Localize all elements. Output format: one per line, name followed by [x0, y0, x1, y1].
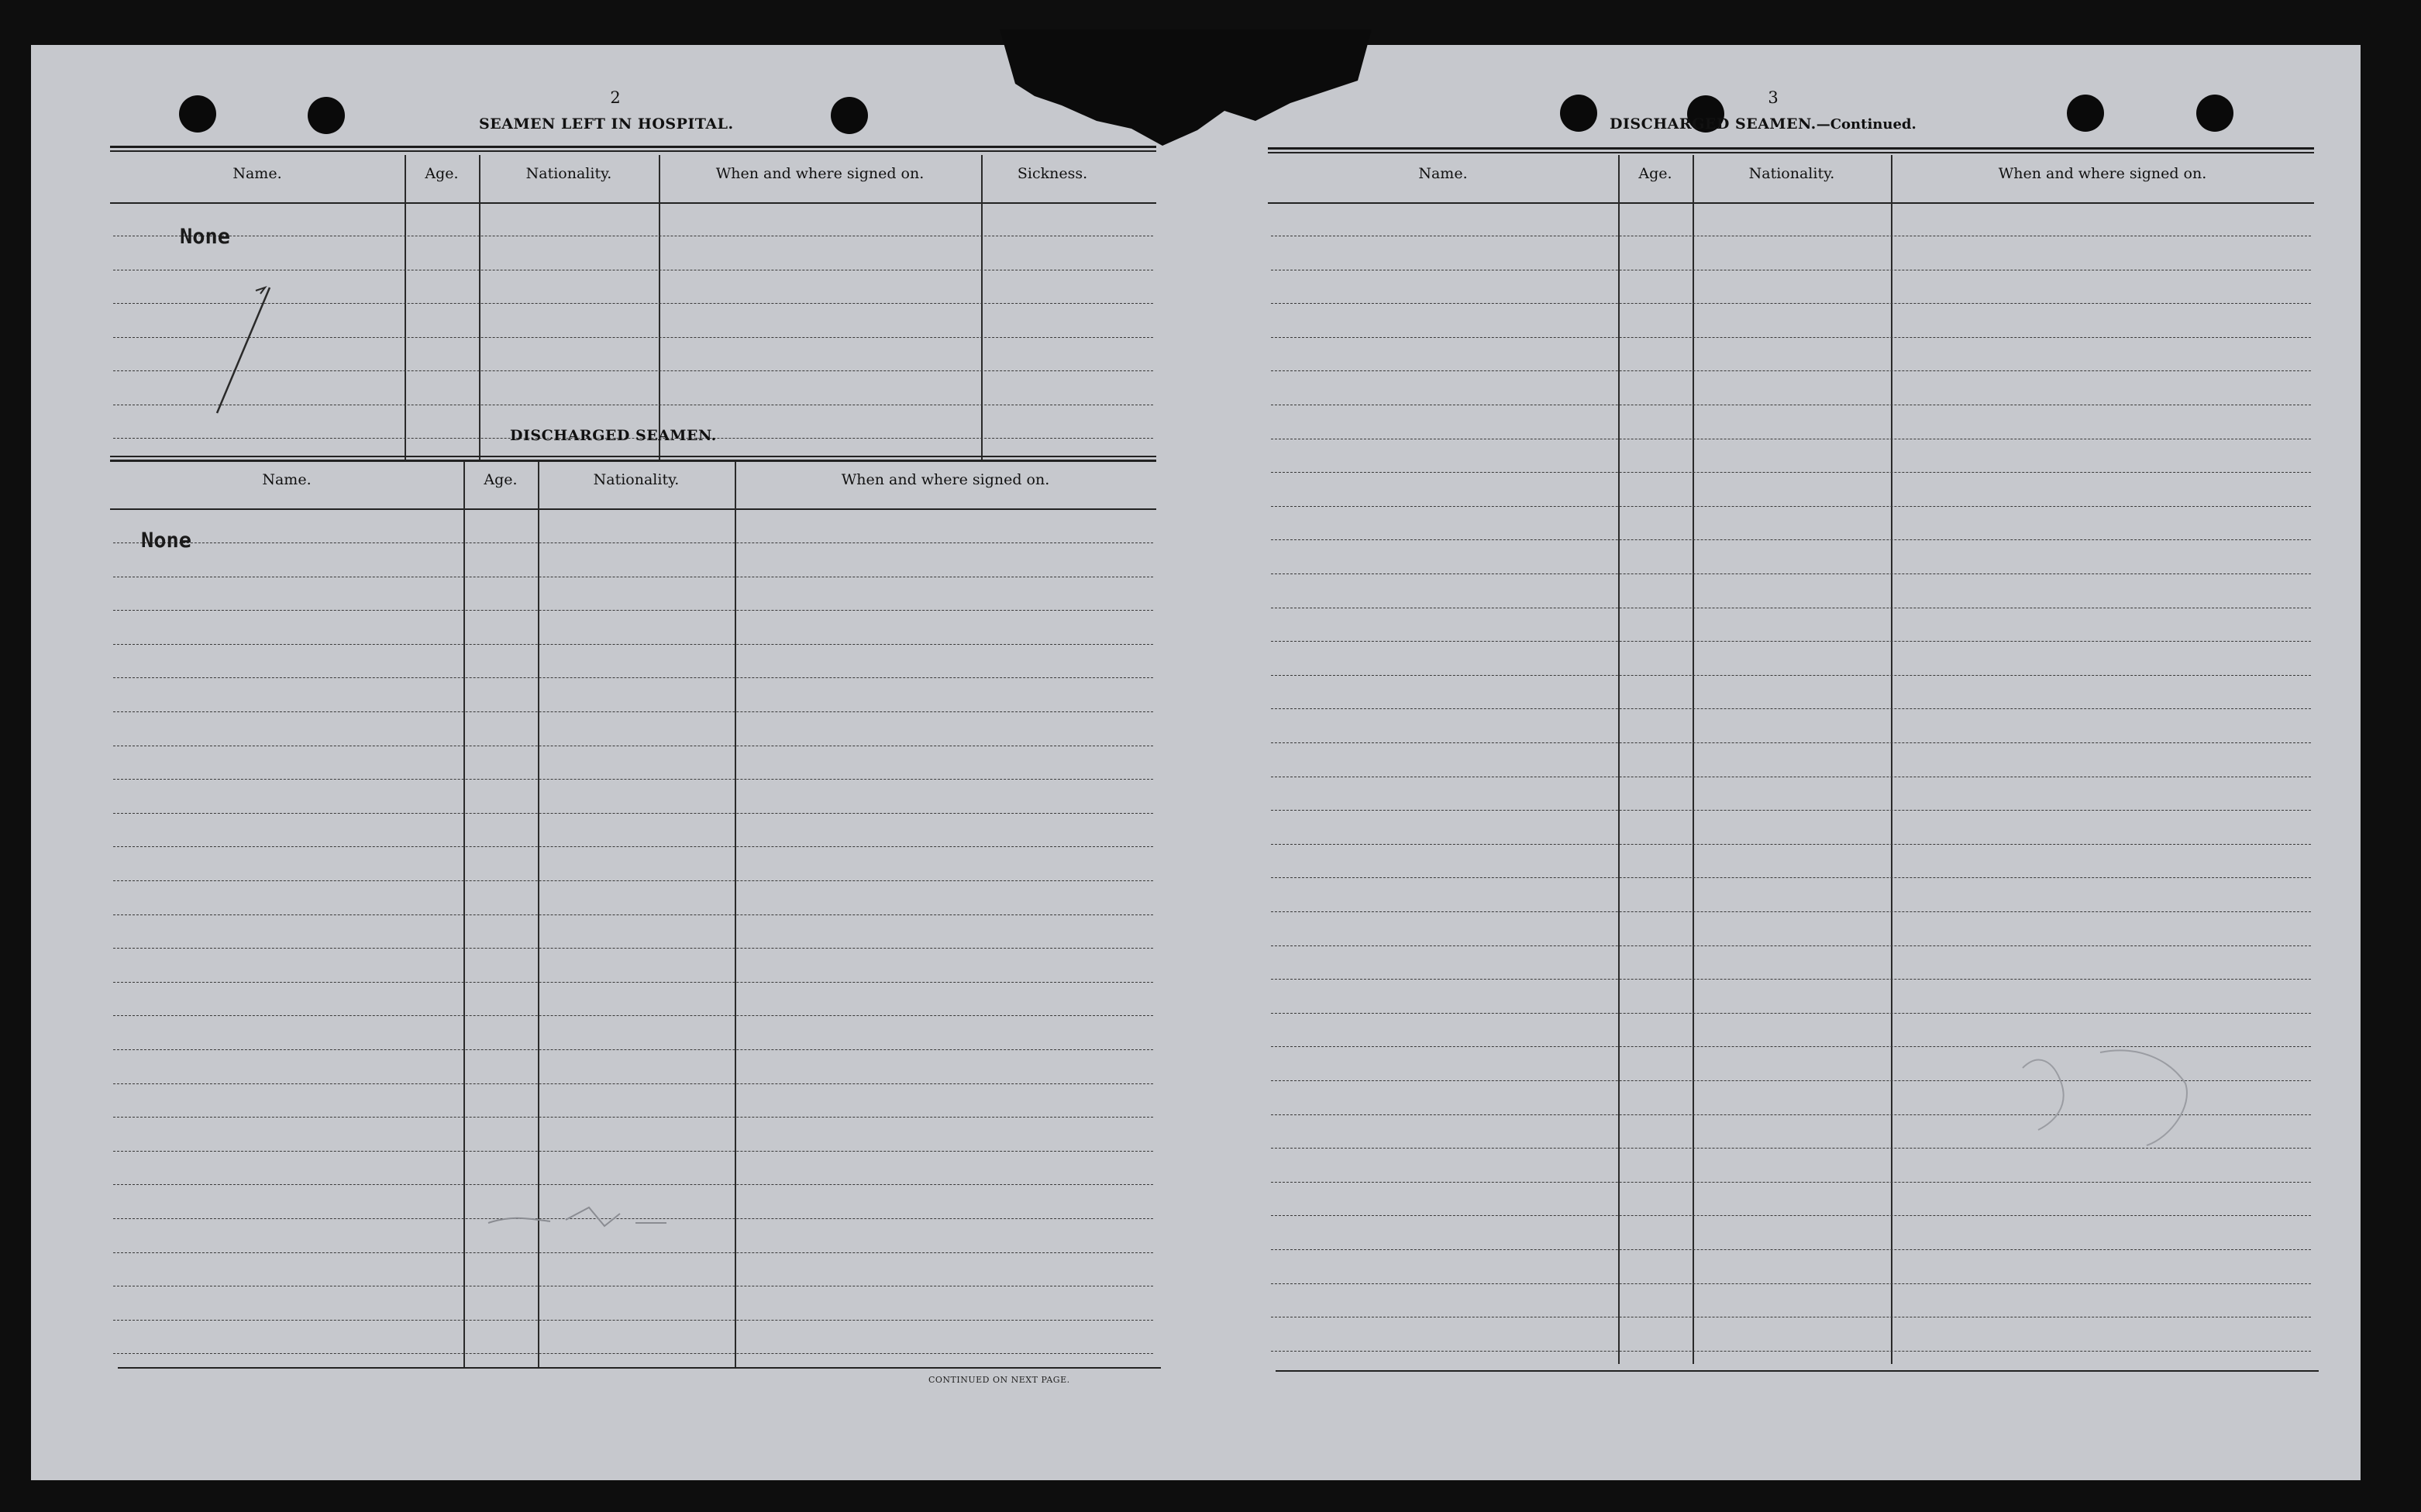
column-divider	[735, 462, 736, 1369]
binder-hole	[831, 97, 868, 134]
column-divider	[479, 155, 480, 460]
column-header-signed-on: When and where signed on.	[1998, 165, 2207, 182]
ruled-line	[1271, 675, 2311, 676]
column-header-name: Name.	[232, 165, 282, 182]
faint-stamp-mark	[480, 1192, 728, 1246]
column-header-name: Name.	[262, 471, 312, 488]
ruled-line	[113, 1117, 1153, 1118]
column-header-signed-on: When and where signed on.	[841, 471, 1050, 488]
heading-continued: —Continued.	[1816, 116, 1916, 133]
ruled-line	[113, 1015, 1153, 1016]
section-divider	[110, 460, 1156, 461]
binder-hole	[179, 95, 216, 133]
hospital-section-heading: SEAMEN LEFT IN HOSPITAL.	[479, 115, 734, 133]
ruled-line	[113, 914, 1153, 915]
ruled-line	[1271, 1182, 2311, 1183]
ruled-line	[1271, 742, 2311, 743]
header-underline	[110, 508, 1156, 510]
ruled-line	[113, 1184, 1153, 1185]
pencil-mark	[209, 281, 279, 421]
ruled-line	[113, 880, 1153, 881]
faint-stamp-mark	[1906, 1021, 2232, 1176]
table-top-rule	[110, 146, 1156, 148]
ruled-line	[1271, 573, 2311, 574]
ruled-line	[113, 711, 1153, 712]
discharged-section-heading: DISCHARGED SEAMEN.	[510, 427, 717, 444]
column-divider	[981, 155, 983, 460]
ruled-line	[113, 1049, 1153, 1050]
page-number-left: 2	[610, 88, 621, 107]
binder-hole	[1560, 95, 1597, 132]
ruled-line	[1271, 1013, 2311, 1014]
ruled-line	[113, 610, 1153, 611]
form-sheet	[31, 45, 2361, 1480]
torn-paper-area	[1000, 29, 1372, 177]
binder-hole	[308, 97, 345, 134]
column-header-age: Age.	[1638, 165, 1672, 182]
ruled-line	[113, 1083, 1153, 1084]
page-number-right: 3	[1768, 88, 1779, 107]
ruled-line	[1271, 979, 2311, 980]
column-header-age: Age.	[484, 471, 518, 488]
ruled-line	[113, 846, 1153, 847]
ruled-line	[1271, 1351, 2311, 1352]
column-header-name: Name.	[1418, 165, 1468, 182]
continued-section-heading	[1610, 115, 1916, 133]
column-header-sickness: Sickness.	[1017, 165, 1088, 182]
header-underline	[110, 202, 1156, 204]
ruled-line	[113, 1320, 1153, 1321]
ruled-line	[113, 1353, 1153, 1354]
ruled-line	[113, 1252, 1153, 1253]
table-bottom-rule	[1276, 1370, 2319, 1372]
table-bottom-rule	[118, 1367, 1161, 1369]
heading-main: DISCHARGED SEAMEN.	[1610, 115, 1817, 133]
ruled-line	[113, 948, 1153, 949]
column-header-nationality: Nationality.	[525, 165, 612, 182]
column-header-age: Age.	[425, 165, 459, 182]
ruled-line	[1271, 844, 2311, 845]
ruled-line	[1271, 641, 2311, 642]
table-top-rule	[110, 150, 1156, 152]
ruled-line	[113, 542, 1153, 543]
column-header-signed-on: When and where signed on.	[715, 165, 925, 182]
binder-hole	[2196, 95, 2233, 132]
column-divider	[463, 462, 465, 1369]
ruled-line	[113, 813, 1153, 814]
ruled-line	[1271, 539, 2311, 540]
header-underline	[1268, 202, 2314, 204]
hospital-entry-none: None	[180, 225, 231, 249]
continued-note: CONTINUED ON NEXT PAGE.	[928, 1375, 1070, 1385]
ruled-line	[1271, 472, 2311, 473]
ruled-line	[1271, 337, 2311, 338]
ruled-line	[1271, 1249, 2311, 1250]
ruled-line	[1271, 506, 2311, 507]
ruled-line	[1271, 1283, 2311, 1284]
ruled-line	[1271, 303, 2311, 304]
ruled-line	[113, 644, 1153, 645]
ruled-line	[1271, 1215, 2311, 1216]
table-top-rule	[1268, 152, 2314, 153]
ruled-line	[113, 982, 1153, 983]
column-divider	[405, 155, 406, 460]
ruled-line	[1271, 708, 2311, 709]
binder-hole	[2067, 95, 2104, 132]
ruled-line	[113, 779, 1153, 780]
column-divider	[659, 155, 660, 460]
section-divider	[110, 456, 1156, 457]
ruled-line	[113, 677, 1153, 678]
ruled-line	[1271, 877, 2311, 878]
ruled-line	[113, 1151, 1153, 1152]
ruled-line	[1271, 945, 2311, 946]
discharged-entry-none: None	[141, 529, 192, 553]
ruled-line	[1271, 911, 2311, 912]
column-header-nationality: Nationality.	[593, 471, 680, 488]
column-header-nationality: Nationality.	[1748, 165, 1835, 182]
table-top-rule	[1268, 147, 2314, 150]
ruled-line	[1271, 810, 2311, 811]
ruled-line	[1271, 370, 2311, 371]
